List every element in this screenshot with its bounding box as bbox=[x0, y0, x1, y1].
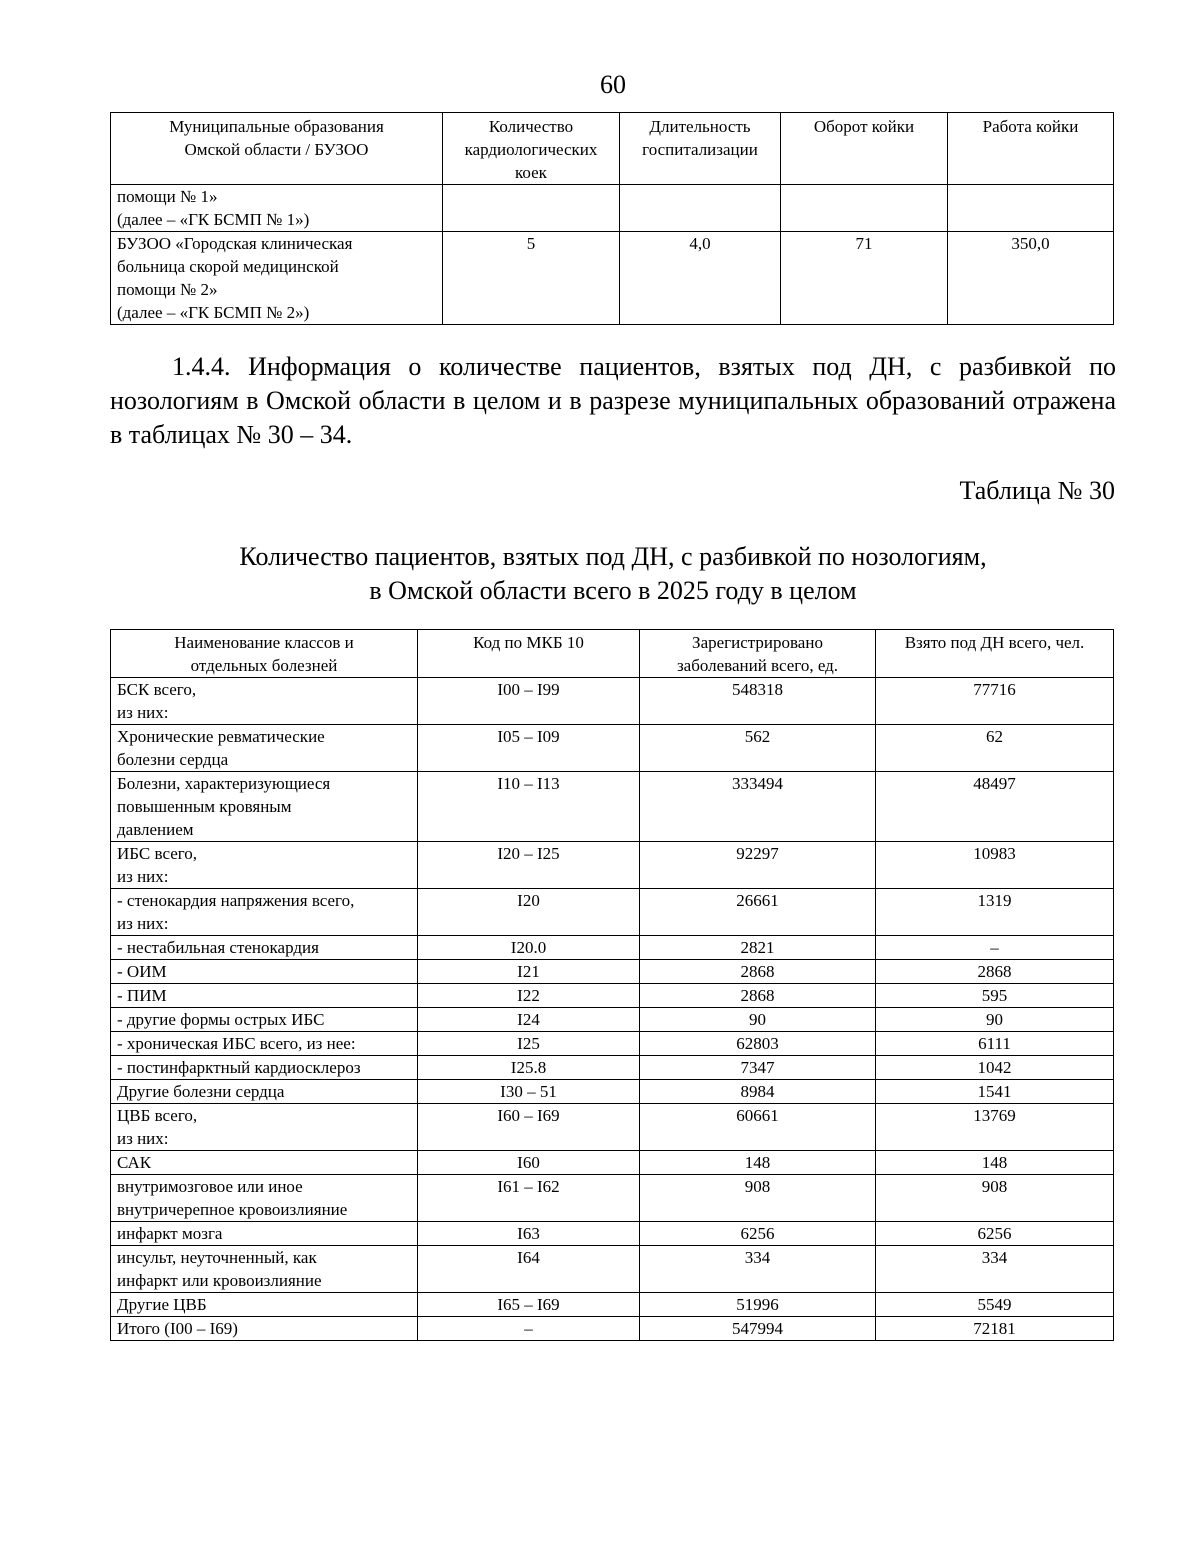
header-registered: Зарегистрировано заболеваний всего, ед. bbox=[640, 630, 876, 678]
disease-name: - хроническая ИБС всего, из нее: bbox=[111, 1032, 418, 1056]
registered-value: 7347 bbox=[640, 1056, 876, 1080]
icd-code: I61 – I62 bbox=[418, 1175, 640, 1222]
dn-value: 1319 bbox=[876, 889, 1114, 936]
table-row bbox=[111, 1175, 1114, 1222]
icd-code: I64 bbox=[418, 1246, 640, 1293]
registered-value: 90 bbox=[640, 1008, 876, 1032]
icd-code: I60 bbox=[418, 1151, 640, 1175]
disease-name: Другие ЦВБ bbox=[111, 1293, 418, 1317]
disease-name: - ОИМ bbox=[111, 960, 418, 984]
table-row bbox=[111, 725, 1114, 772]
table-number-label: Таблица № 30 bbox=[959, 476, 1115, 505]
icd-code: I20.0 bbox=[418, 936, 640, 960]
table-row bbox=[111, 772, 1114, 842]
table-row bbox=[111, 889, 1114, 936]
table-row bbox=[111, 1222, 1114, 1246]
disease-name: - другие формы острых ИБС bbox=[111, 1008, 418, 1032]
table-row bbox=[111, 1104, 1114, 1151]
table-row bbox=[111, 232, 1114, 325]
registered-value: 2821 bbox=[640, 936, 876, 960]
icd-code: I20 – I25 bbox=[418, 842, 640, 889]
nosology-table bbox=[110, 629, 1114, 1341]
beds-value: 5 bbox=[443, 232, 620, 325]
header-beds-count: Количество кардиологических коек bbox=[443, 113, 620, 185]
dn-value: 1541 bbox=[876, 1080, 1114, 1104]
dn-value: 6111 bbox=[876, 1032, 1114, 1056]
icd-code: I20 bbox=[418, 889, 640, 936]
dn-value: 10983 bbox=[876, 842, 1114, 889]
bed-work-value bbox=[948, 185, 1114, 232]
dn-value: 148 bbox=[876, 1151, 1114, 1175]
icd-code: I24 bbox=[418, 1008, 640, 1032]
icd-code: I25 bbox=[418, 1032, 640, 1056]
dn-value: 2868 bbox=[876, 960, 1114, 984]
dn-value: 62 bbox=[876, 725, 1114, 772]
table-title: Количество пациентов, взятых под ДН, с разбивкой по нозологиям, в Омской области всего в 2025 году в целом bbox=[239, 542, 987, 605]
section-paragraph: 1.4.4. Информация о количестве пациентов, взятых под ДН, с разбивкой по нозологиям в Омской области в целом и в разрезе муниципальных образований отражена в таблицах № 30 – 34. bbox=[110, 352, 1116, 449]
header-turnover: Оборот койки bbox=[781, 113, 948, 185]
registered-value: 334 bbox=[640, 1246, 876, 1293]
dn-value: 72181 bbox=[876, 1317, 1114, 1341]
dn-value: 1042 bbox=[876, 1056, 1114, 1080]
turnover-value bbox=[781, 185, 948, 232]
disease-name: инсульт, неуточненный, как инфаркт или кровоизлияние bbox=[111, 1246, 418, 1293]
bed-stats-table bbox=[110, 112, 1114, 325]
header-bed-work: Работа койки bbox=[948, 113, 1114, 185]
icd-code: I60 – I69 bbox=[418, 1104, 640, 1151]
bed-work-value: 350,0 bbox=[948, 232, 1114, 325]
disease-name: БСК всего, из них: bbox=[111, 678, 418, 725]
disease-name: ИБС всего, из них: bbox=[111, 842, 418, 889]
registered-value: 92297 bbox=[640, 842, 876, 889]
dn-value: – bbox=[876, 936, 1114, 960]
turnover-value: 71 bbox=[781, 232, 948, 325]
table-row bbox=[111, 936, 1114, 960]
icd-code: I10 – I13 bbox=[418, 772, 640, 842]
registered-value: 2868 bbox=[640, 984, 876, 1008]
disease-name: - стенокардия напряжения всего, из них: bbox=[111, 889, 418, 936]
disease-name: Другие болезни сердца bbox=[111, 1080, 418, 1104]
table-row bbox=[111, 1293, 1114, 1317]
beds-value bbox=[443, 185, 620, 232]
header-icd-code: Код по МКБ 10 bbox=[418, 630, 640, 678]
header-disease-class: Наименование классов и отдельных болезней bbox=[111, 630, 418, 678]
icd-code: I21 bbox=[418, 960, 640, 984]
icd-code: – bbox=[418, 1317, 640, 1341]
dn-value: 6256 bbox=[876, 1222, 1114, 1246]
registered-value: 908 bbox=[640, 1175, 876, 1222]
table-row bbox=[111, 960, 1114, 984]
dn-value: 334 bbox=[876, 1246, 1114, 1293]
disease-name: Болезни, характеризующиеся повышенным кровяным давлением bbox=[111, 772, 418, 842]
table-row bbox=[111, 842, 1114, 889]
registered-value: 6256 bbox=[640, 1222, 876, 1246]
disease-name: САК bbox=[111, 1151, 418, 1175]
dn-value: 90 bbox=[876, 1008, 1114, 1032]
disease-name: инфаркт мозга bbox=[111, 1222, 418, 1246]
table-row bbox=[111, 1246, 1114, 1293]
registered-value: 26661 bbox=[640, 889, 876, 936]
registered-value: 562 bbox=[640, 725, 876, 772]
icd-code: I30 – 51 bbox=[418, 1080, 640, 1104]
registered-value: 2868 bbox=[640, 960, 876, 984]
disease-name: - ПИМ bbox=[111, 984, 418, 1008]
dn-value: 908 bbox=[876, 1175, 1114, 1222]
dn-value: 595 bbox=[876, 984, 1114, 1008]
table-row bbox=[111, 678, 1114, 725]
dn-value: 48497 bbox=[876, 772, 1114, 842]
registered-value: 333494 bbox=[640, 772, 876, 842]
icd-code: I05 – I09 bbox=[418, 725, 640, 772]
disease-name: Итого (I00 – I69) bbox=[111, 1317, 418, 1341]
registered-value: 148 bbox=[640, 1151, 876, 1175]
table-row bbox=[111, 1151, 1114, 1175]
dn-value: 77716 bbox=[876, 678, 1114, 725]
registered-value: 8984 bbox=[640, 1080, 876, 1104]
disease-name: внутримозговое или иное внутричерепное кровоизлияние bbox=[111, 1175, 418, 1222]
table-row bbox=[111, 185, 1114, 232]
duration-value: 4,0 bbox=[620, 232, 781, 325]
registered-value: 548318 bbox=[640, 678, 876, 725]
table-row bbox=[111, 984, 1114, 1008]
page-number: 60 bbox=[600, 70, 626, 99]
dn-value: 5549 bbox=[876, 1293, 1114, 1317]
registered-value: 51996 bbox=[640, 1293, 876, 1317]
header-municipality: Муниципальные образования Омской области / БУЗОО bbox=[111, 113, 443, 185]
icd-code: I22 bbox=[418, 984, 640, 1008]
registered-value: 62803 bbox=[640, 1032, 876, 1056]
icd-code: I65 – I69 bbox=[418, 1293, 640, 1317]
table-row bbox=[111, 1008, 1114, 1032]
table-row bbox=[111, 1080, 1114, 1104]
disease-name: - нестабильная стенокардия bbox=[111, 936, 418, 960]
registered-value: 547994 bbox=[640, 1317, 876, 1341]
header-dn-count: Взято под ДН всего, чел. bbox=[876, 630, 1114, 678]
icd-code: I63 bbox=[418, 1222, 640, 1246]
disease-name: - постинфарктный кардиосклероз bbox=[111, 1056, 418, 1080]
bed-stats-header-row bbox=[111, 113, 1114, 185]
disease-name: ЦВБ всего, из них: bbox=[111, 1104, 418, 1151]
institution-name: БУЗОО «Городская клиническая больница скорой медицинской помощи № 2» (далее – «ГК БСМП № 2») bbox=[111, 232, 443, 325]
nosology-table-body bbox=[111, 678, 1114, 1341]
icd-code: I25.8 bbox=[418, 1056, 640, 1080]
duration-value bbox=[620, 185, 781, 232]
nosology-header-row bbox=[111, 630, 1114, 678]
icd-code: I00 – I99 bbox=[418, 678, 640, 725]
dn-value: 13769 bbox=[876, 1104, 1114, 1151]
table-row bbox=[111, 1032, 1114, 1056]
header-duration: Длительность госпитализации bbox=[620, 113, 781, 185]
table-row bbox=[111, 1056, 1114, 1080]
disease-name: Хронические ревматические болезни сердца bbox=[111, 725, 418, 772]
table-row bbox=[111, 1317, 1114, 1341]
registered-value: 60661 bbox=[640, 1104, 876, 1151]
institution-name: помощи № 1» (далее – «ГК БСМП № 1») bbox=[111, 185, 443, 232]
